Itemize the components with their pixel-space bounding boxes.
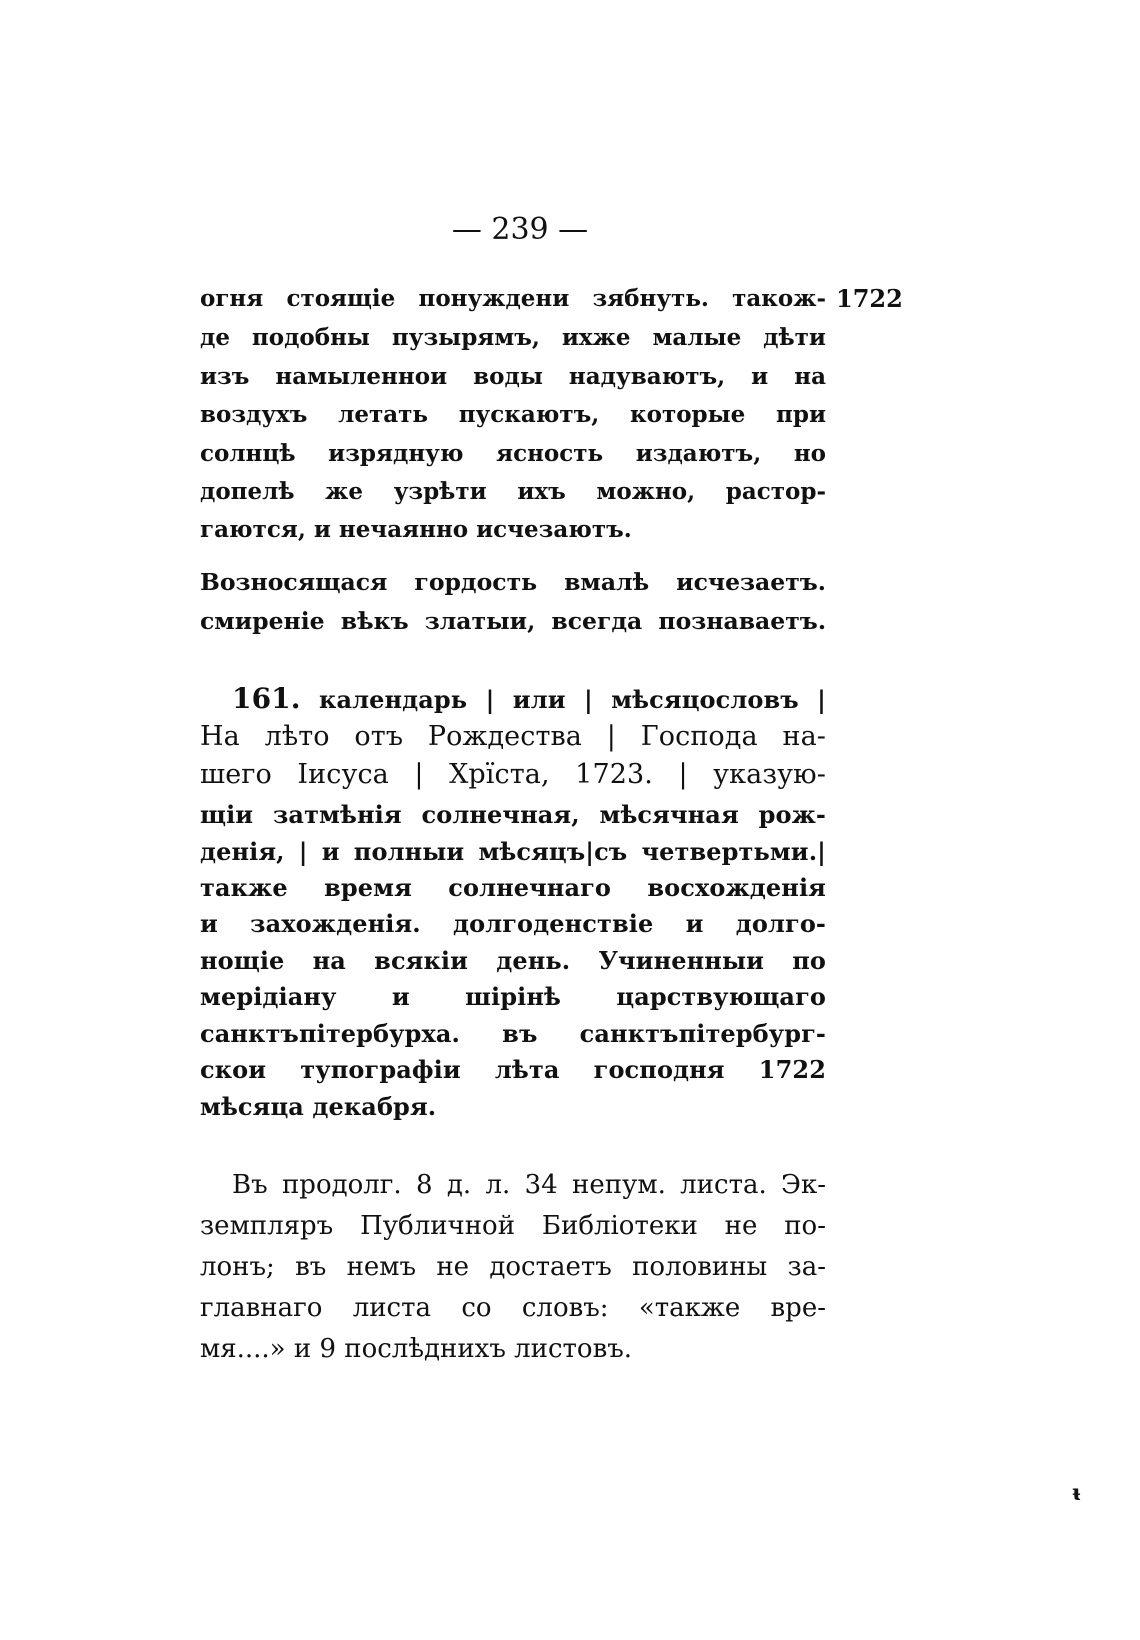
text-line: денія, | и полныи мѣсяцъ|съ четвертьми.| [200, 837, 826, 866]
text-line: нощіе на всякіи день. Учиненныи по [200, 946, 826, 975]
text-line: санктъпітербурха. въ санктъпітербург- [200, 1019, 826, 1048]
text-line: шего Іисуса | Хрїста, 1723. | указую- [200, 759, 826, 790]
text-line: мя....» и 9 послѣднихъ листовъ. [200, 1334, 633, 1364]
text-line: огня стоящіе понуждени зябнуть. також- [200, 285, 826, 312]
text-line: смиреніе вѣкъ златыи, всегда познаваетъ. [200, 607, 826, 635]
text-line: На лѣто отъ Рождества | Господа на- [200, 721, 826, 752]
text-line: Въ продолг. 8 д. л. 34 непум. листа. Эк- [232, 1170, 826, 1200]
text-line: скои тупографіи лѣта господня 1722 [200, 1055, 826, 1084]
text-line: земпляръ Публичной Библіотеки не по- [200, 1211, 826, 1241]
text-line: Возносящася гордость вмалѣ исчезаетъ. [200, 568, 826, 596]
text-line: лонъ; въ немъ не достаетъ половины за- [200, 1252, 826, 1282]
text-line: солнцѣ изрядную ясность издаютъ, но [200, 440, 826, 467]
text-line: главнаго листа со словъ: «также вре- [200, 1293, 826, 1323]
page-number: — 239 — [451, 212, 589, 247]
text-line: допелѣ же узрѣти ихъ можно, растор- [200, 478, 826, 505]
text-line: также время солнечнаго восхожденія [200, 873, 826, 902]
margin-year: 1722 [836, 284, 903, 313]
text-line: и захожденія. долгоденствіе и долго- [200, 909, 826, 938]
text-line: мѣсяца декабря. [200, 1092, 437, 1121]
text-line: воздухъ летать пускаютъ, которые при [200, 401, 826, 428]
text-line: гаются, и нечаянно исчезаютъ. [200, 516, 632, 543]
stray-mark: ᵼ [1072, 1480, 1081, 1506]
entry-first-line [232, 682, 826, 717]
text-line: де подобны пузырямъ, ихже малые дѣти [200, 324, 826, 351]
entry-title: календарь | или | мѣсяцословъ | [319, 685, 826, 714]
entry-number: 161. [232, 682, 301, 715]
text-line: изъ намыленнои воды надуваютъ, и на [200, 363, 826, 390]
text-line: щіи затмѣнія солнечная, мѣсячная рож- [200, 800, 826, 829]
text-line: мерідіану и шірінѣ царствующаго [200, 982, 826, 1011]
